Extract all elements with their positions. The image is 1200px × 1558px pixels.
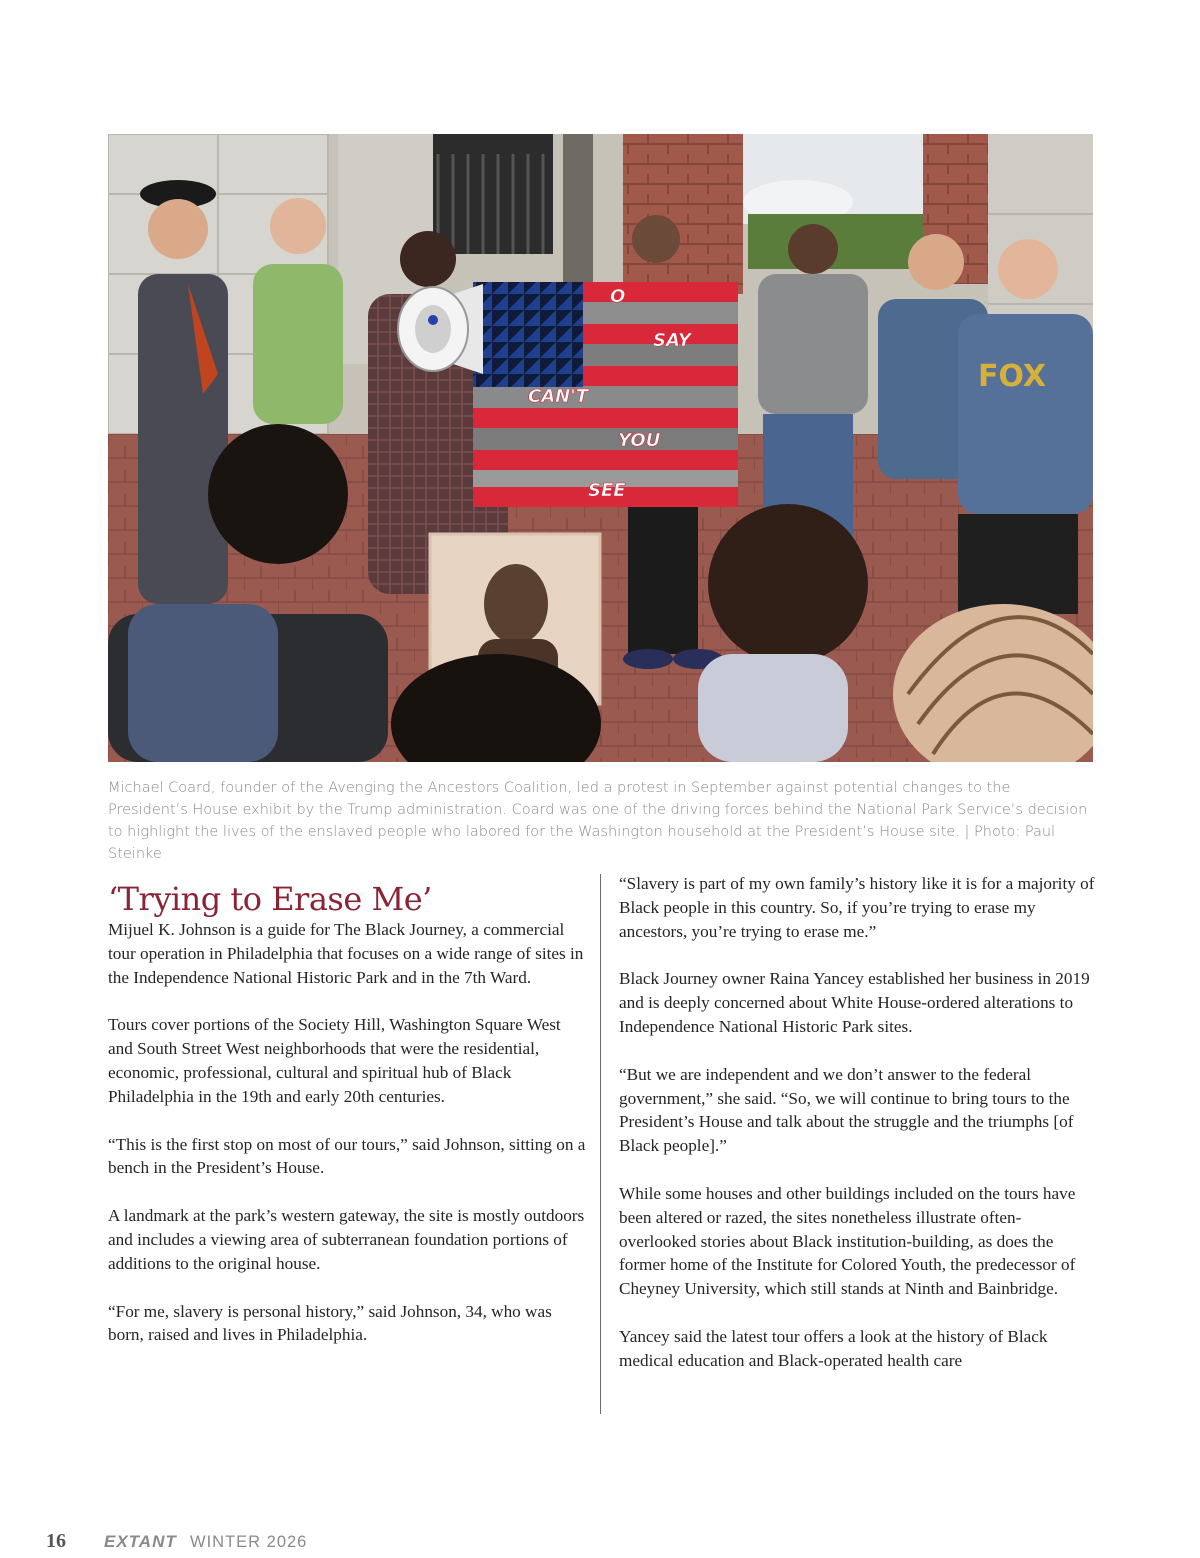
photo-caption: Michael Coard, founder of the Avenging the Ancestors Coalition, led a protest in September against potential changes to the President’s House exhibit by the Trump administration. Coard was one of the driving forces behind the National Park Service’s decision to highlight the lives of the enslaved people who labored for the Washington household at the President’s House site. | Photo: Paul Steinke xyxy=(108,780,1088,862)
column-divider xyxy=(600,874,601,1414)
paragraph: “For me, slavery is personal history,” said Johnson, 34, who was born, raised and lives in Philadelphia. xyxy=(108,1301,552,1345)
flag-text-say: SAY xyxy=(653,330,691,351)
page-number: 16 xyxy=(46,1530,66,1552)
magazine-name: EXTANT xyxy=(104,1532,177,1551)
paragraph: “This is the first stop on most of our tours,” said Johnson, sitting on a bench in the President’s House. xyxy=(108,1134,586,1178)
article-right-column xyxy=(619,872,1097,1397)
article-heading: ‘Trying to Erase Me’ xyxy=(108,880,432,918)
paragraph: Tours cover portions of the Society Hill, Washington Square West and South Street West neighborhoods that were the residential, economic, professional, cultural and spiritual hub of Black Philadelphia in the 19th and early 20th centuries. xyxy=(108,1015,561,1106)
paragraph: “Slavery is part of my own family’s history like it is for a majority of Black people in this country. So, if you’re trying to erase my ancestors, you’re trying to erase me.” xyxy=(619,874,1095,941)
page-footer xyxy=(46,1530,307,1558)
article-left-column xyxy=(108,872,586,1371)
issue-label: WINTER 2026 xyxy=(190,1533,308,1551)
paragraph: Yancey said the latest tour offers a look at the history of Black medical education and Black-operated health care xyxy=(619,1326,1048,1370)
flag-text-you: YOU xyxy=(618,430,661,451)
photo-illustration xyxy=(108,134,1093,762)
flag-text-see: SEE xyxy=(588,480,626,501)
flag-text-o: O xyxy=(610,286,626,307)
flag-text-cant: CAN'T xyxy=(528,386,588,407)
protest-photo xyxy=(108,134,1093,762)
paragraph: While some houses and other buildings included on the tours have been altered or razed, the sites nonetheless illustrate often-overlooked stories about Black institution-building, as does the former home of the Institute for Colored Youth, the predecessor of Cheyney University, which still stands at Ninth and Bainbridge. xyxy=(619,1183,1076,1299)
paragraph: Black Journey owner Raina Yancey established her business in 2019 and is deeply concerned about White House-ordered alterations to Independence National Historic Park sites. xyxy=(619,969,1090,1036)
megaphone-icon xyxy=(398,284,483,374)
shirt-text: FOX xyxy=(978,359,1047,394)
paragraph: A landmark at the park’s western gateway, the site is mostly outdoors and includes a viewing area of subterranean foundation portions of additions to the original house. xyxy=(108,1206,585,1273)
paragraph: Mijuel K. Johnson is a guide for The Black Journey, a commercial tour operation in Philadelphia that focuses on a wide range of sites in the Independence National Historic Park and in the 7th Ward. xyxy=(108,920,584,987)
paragraph: “But we are independent and we don’t answer to the federal government,” she said. “So, we will continue to bring tours to the President’s House and talk about the struggle and the triumphs [of Black people].” xyxy=(619,1064,1074,1156)
